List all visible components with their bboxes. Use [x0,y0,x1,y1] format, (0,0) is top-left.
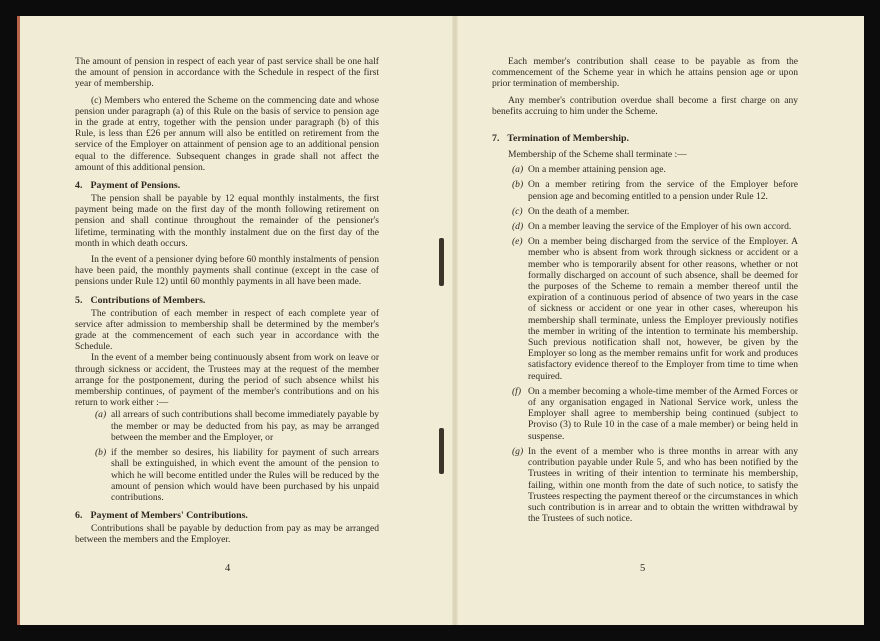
section-7-item-c: (c) On the death of a member. [512,205,630,217]
top-staple [439,238,444,286]
left-page-number: 4 [225,563,231,574]
section-5-item-a: (a) all arrears of such contributions shall become immediately payable by the member or may be deducted from his pay, as may be arranged between the member and the Employer, or [95,409,379,443]
bottom-staple [439,428,444,474]
section-7-item-a: (a) On a member attaining pension age. [512,164,666,176]
section-5-item-b: (b) if the member so desires, his liability for payment of such arrears shall be extinguished, in which event the amount of the pension to which he will become entitled under the Rules will be reduced by the amount of pension which would have been purchased by his unpaid contributions. [95,447,379,503]
right-paragraph-1: Each member's contribution shall cease to be payable as from the commencement of the Scheme year in which he attains pension age or upon prior termination of membership. [492,56,798,90]
section-4-paragraph-2: In the event of a pensioner dying before 60 monthly instalments of pension have been paid, the monthly payments shall continue (except in the case of pensions under Rule 12) until 60 monthly payments in all have been made. [75,254,379,288]
left-paragraph-2: (c) Members who entered the Scheme on the commencing date and whose pension under paragraph (a) of this Rule on the basis of service to pension age in the grade at entry, together with the pension under paragraph (b) of this Rule, is less than £26 per annum will also be entitled on retirement from the service of the Employer on attainment of pension age to an additional pension equal to the difference. Subsequent changes in grade shall not affect the amount of this additional pension. [75,94,379,173]
section-6-heading: 6. Payment of Members' Contributions. [75,510,248,522]
section-5-heading: 5. Contributions of Members. [75,294,206,306]
section-7-item-d: (d) On a member leaving the service of the Employer of his own accord. [512,221,792,233]
section-7-item-f: (f) On a member becoming a whole-time member of the Armed Forces or of any organisation engaged in National Service work, unless the Employer shall agree to membership being continued (subject to Proviso (3) to Rule 10 in the case of a male member) or being held in suspense. [512,385,798,442]
left-page [75,56,379,546]
section-6-paragraph-1: Contributions shall be payable by deduction from pay as may be arranged between the members and the Employer. [75,523,379,546]
right-page-number: 5 [640,563,646,574]
section-7-intro: Membership of the Scheme shall terminate :— [508,149,687,161]
section-7-item-b: (b) On a member retiring from the service of the Employer before pension age and becoming entitled to a pension under Rule 12. [512,179,798,202]
section-5-paragraph-2: In the event of a member being continuously absent from work on leave or through sickness or accident, the Trustees may at the request of the member arrange for the postponement, during the period of such absence whilst his membership continues, of payment of the member's contributions and on his return to work either :— [75,352,379,409]
right-paragraph-2: Any member's contribution overdue shall become a first charge on any benefits accruing to him under the Scheme. [492,94,798,117]
right-page [492,56,798,528]
left-paragraph-1: The amount of pension in respect of each year of past service shall be one half the amount of pension in accordance with the Schedule in respect of the first year of membership. [75,56,379,90]
section-7-item-g: (g) In the event of a member who is three months in arrear with any contribution payable under Rule 5, and who has been notified by the Trustees in writing of their intention to terminate his membership, failing, within one month from the date of such notice, to satisfy the Trustees respecting the payment thereof or the circumstances in which such contribution is in arrear and to obtain the written withdrawal by the Trustees of such notice. [512,445,798,525]
section-7-heading: 7. Termination of Membership. [492,133,629,145]
section-5-paragraph-1: The contribution of each member in respect of each complete year of service after admission to membership shall be determined by the member's grade at the commencement of each such year in accordance with the Schedule. [75,307,379,353]
section-4-heading: 4. Payment of Pensions. [75,180,181,192]
section-7-item-e: (e) On a member being discharged from the service of the Employer. A member who is absent from work through sickness or accident or a member who is temporarily absent for other reasons, whether or not formally discharged on account of such absence, shall be deemed for the purposes of the Scheme to remain a member thereof until the expiration of a continuous period of absence of two years in the case of sickness or accident or one year in other cases, whereupon his membership shall terminate, unless the Employer previously notifies the member in writing of the intention to terminate his membership. Such previous notification shall not, however, be given by the Employer so long as the member remains unfit for work and produces satisfactory evidence thereof to the Employer from time to time when required. [512,236,798,382]
section-4-paragraph-1: The pension shall be payable by 12 equal monthly instalments, the first payment being made on the first day of the month following retirement on pension and shall continue throughout the remainder of the pensioner's lifetime, terminating with the monthly instalment due on the first day of the month in which death occurs. [75,193,379,249]
center-fold [452,16,458,625]
page-edge [17,16,20,625]
